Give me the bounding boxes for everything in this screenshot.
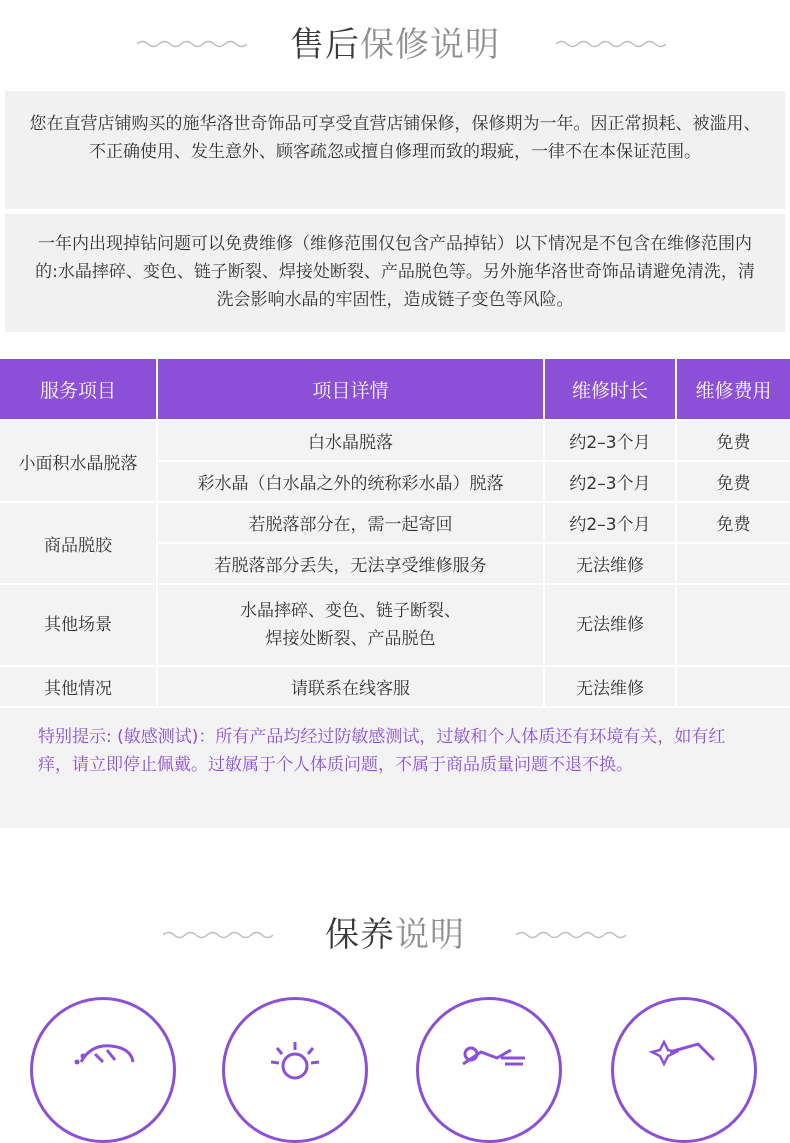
- fee-cell: 免费: [676, 502, 790, 543]
- header-duration: 维修时长: [544, 359, 676, 420]
- warranty-info-box: [5, 91, 785, 209]
- care-title-bold: 保养: [325, 915, 395, 955]
- detail-cell: 彩水晶（白水晶之外的统称彩水晶）脱落: [157, 461, 544, 502]
- detail-cell: 若脱落部分在，需一起寄回: [157, 502, 544, 543]
- duration-cell: 约2–3个月: [544, 420, 676, 461]
- table-row: [0, 420, 790, 461]
- special-tip: [0, 708, 790, 828]
- after-sales-title: [0, 25, 790, 65]
- repair-scope-box: [5, 214, 785, 332]
- duration-cell: 约2–3个月: [544, 502, 676, 543]
- detail-cell: 若脱落部分丢失，无法享受维修服务: [157, 543, 544, 584]
- table-header-row: [0, 359, 790, 420]
- care-item-storage: [611, 997, 757, 1143]
- header-service: 服务项目: [0, 359, 157, 420]
- table-row: [0, 666, 790, 706]
- care-item-sun: [222, 997, 368, 1143]
- header-detail: 项目详情: [157, 359, 544, 420]
- fee-cell: [676, 543, 790, 584]
- fee-cell: [676, 666, 790, 706]
- detail-cell: 白水晶脱落: [157, 420, 544, 461]
- detail-cell: [157, 584, 544, 666]
- care-item-swim: [416, 997, 562, 1143]
- storage-box-icon: [614, 1000, 754, 1140]
- detail-cell: 请联系在线客服: [157, 666, 544, 706]
- duration-cell: 无法维修: [544, 543, 676, 584]
- after-sales-title-light: 保修说明: [360, 25, 500, 65]
- after-sales-title-bold: 售后: [290, 25, 360, 65]
- duration-cell: 约2–3个月: [544, 461, 676, 502]
- fee-cell: [676, 584, 790, 666]
- decorative-wave-right: [516, 929, 626, 941]
- header-fee: 维修费用: [676, 359, 790, 420]
- care-title-light: 说明: [395, 915, 465, 955]
- swim-icon: [419, 1000, 559, 1140]
- duration-cell: 无法维修: [544, 584, 676, 666]
- service-table: [0, 359, 790, 706]
- warranty-paragraph: 您在直营店铺购买的施华洛世奇饰品可享受直营店铺保修，保修期为一年。因正常损耗、被滥用、不正确使用、发生意外、顾客疏忽或擅自修理而致的瑕疵，一律不在本保证范围。: [29, 114, 761, 162]
- care-title: [0, 915, 790, 955]
- care-item-spray: [30, 997, 176, 1143]
- detail-line: 焊接处断裂、产品脱色: [265, 629, 436, 649]
- detail-line: 水晶摔碎、变色、链子断裂、: [240, 601, 461, 621]
- special-tip-text: 特别提示: (敏感测试)：所有产品均经过防敏感测试，过敏和个人体质还有环境有关，如有红痒，请立即停止佩戴。过敏属于个人体质问题，不属于商品质量问题不退不换。: [38, 727, 726, 775]
- table-row: [0, 584, 790, 666]
- fee-cell: 免费: [676, 461, 790, 502]
- table-row: [0, 502, 790, 543]
- service-cell: 其他场景: [0, 584, 157, 666]
- service-cell: 小面积水晶脱落: [0, 420, 157, 502]
- decorative-wave-right: [556, 38, 666, 50]
- spray-icon: [33, 1000, 173, 1140]
- service-cell: 其他情况: [0, 666, 157, 706]
- service-cell: 商品脱胶: [0, 502, 157, 584]
- fee-cell: 免费: [676, 420, 790, 461]
- sun-icon: [225, 1000, 365, 1140]
- duration-cell: 无法维修: [544, 666, 676, 706]
- repair-scope-paragraph: 一年内出现掉钻问题可以免费维修（维修范围仅包含产品掉钻）以下情况是不包含在维修范围内的:水晶摔碎、变色、链子断裂、焊接处断裂、产品脱色等。另外施华洛世奇饰品请避免清洗，清洗会影响水晶的牢固性，造成链子变色等风险。: [35, 234, 755, 310]
